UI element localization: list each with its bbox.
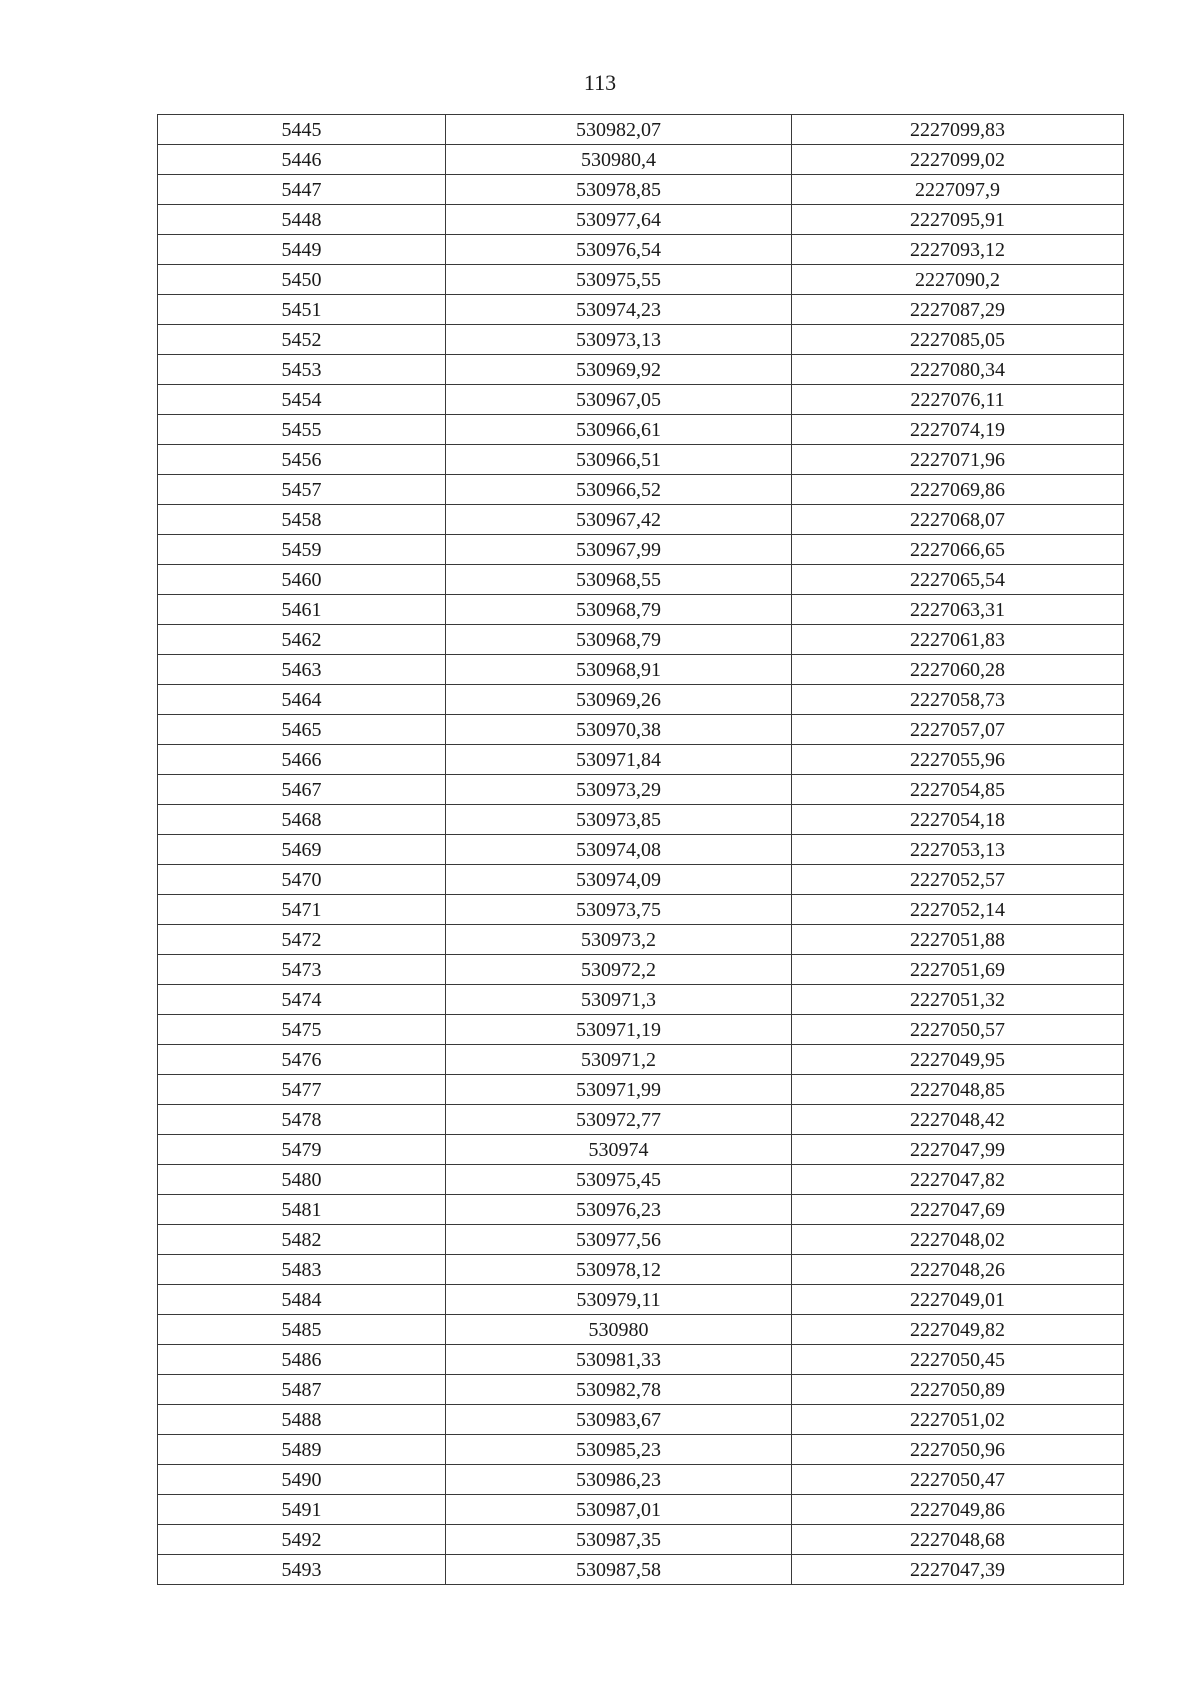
- point-number-cell: 5486: [158, 1345, 446, 1375]
- coordinates-table-body: [158, 115, 1124, 1585]
- x-coordinate-cell: 530968,79: [446, 595, 792, 625]
- x-coordinate-cell: 530968,79: [446, 625, 792, 655]
- table-row: [158, 445, 1124, 475]
- y-coordinate-cell: 2227052,14: [792, 895, 1124, 925]
- table-row: [158, 115, 1124, 145]
- y-coordinate-cell: 2227065,54: [792, 565, 1124, 595]
- table-row: [158, 1165, 1124, 1195]
- point-number-cell: 5481: [158, 1195, 446, 1225]
- y-coordinate-cell: 2227050,57: [792, 1015, 1124, 1045]
- point-number-cell: 5475: [158, 1015, 446, 1045]
- y-coordinate-cell: 2227050,47: [792, 1465, 1124, 1495]
- y-coordinate-cell: 2227048,85: [792, 1075, 1124, 1105]
- y-coordinate-cell: 2227049,95: [792, 1045, 1124, 1075]
- x-coordinate-cell: 530969,26: [446, 685, 792, 715]
- x-coordinate-cell: 530968,91: [446, 655, 792, 685]
- y-coordinate-cell: 2227054,85: [792, 775, 1124, 805]
- x-coordinate-cell: 530985,23: [446, 1435, 792, 1465]
- x-coordinate-cell: 530968,55: [446, 565, 792, 595]
- x-coordinate-cell: 530981,33: [446, 1345, 792, 1375]
- x-coordinate-cell: 530971,2: [446, 1045, 792, 1075]
- table-row: [158, 1555, 1124, 1585]
- y-coordinate-cell: 2227048,68: [792, 1525, 1124, 1555]
- table-row: [158, 1105, 1124, 1135]
- point-number-cell: 5457: [158, 475, 446, 505]
- table-row: [158, 1345, 1124, 1375]
- table-row: [158, 1405, 1124, 1435]
- table-row: [158, 1045, 1124, 1075]
- y-coordinate-cell: 2227061,83: [792, 625, 1124, 655]
- point-number-cell: 5447: [158, 175, 446, 205]
- table-row: [158, 835, 1124, 865]
- point-number-cell: 5493: [158, 1555, 446, 1585]
- x-coordinate-cell: 530973,75: [446, 895, 792, 925]
- table-row: [158, 595, 1124, 625]
- point-number-cell: 5477: [158, 1075, 446, 1105]
- point-number-cell: 5490: [158, 1465, 446, 1495]
- x-coordinate-cell: 530980: [446, 1315, 792, 1345]
- y-coordinate-cell: 2227099,83: [792, 115, 1124, 145]
- table-row: [158, 175, 1124, 205]
- point-number-cell: 5480: [158, 1165, 446, 1195]
- x-coordinate-cell: 530978,12: [446, 1255, 792, 1285]
- x-coordinate-cell: 530967,42: [446, 505, 792, 535]
- table-row: [158, 325, 1124, 355]
- x-coordinate-cell: 530986,23: [446, 1465, 792, 1495]
- table-row: [158, 1435, 1124, 1465]
- x-coordinate-cell: 530980,4: [446, 145, 792, 175]
- x-coordinate-cell: 530983,67: [446, 1405, 792, 1435]
- point-number-cell: 5473: [158, 955, 446, 985]
- x-coordinate-cell: 530974: [446, 1135, 792, 1165]
- x-coordinate-cell: 530975,45: [446, 1165, 792, 1195]
- x-coordinate-cell: 530982,07: [446, 115, 792, 145]
- table-row: [158, 1465, 1124, 1495]
- table-row: [158, 1075, 1124, 1105]
- x-coordinate-cell: 530970,38: [446, 715, 792, 745]
- y-coordinate-cell: 2227058,73: [792, 685, 1124, 715]
- y-coordinate-cell: 2227051,02: [792, 1405, 1124, 1435]
- table-row: [158, 355, 1124, 385]
- y-coordinate-cell: 2227047,82: [792, 1165, 1124, 1195]
- x-coordinate-cell: 530982,78: [446, 1375, 792, 1405]
- y-coordinate-cell: 2227053,13: [792, 835, 1124, 865]
- point-number-cell: 5483: [158, 1255, 446, 1285]
- point-number-cell: 5487: [158, 1375, 446, 1405]
- y-coordinate-cell: 2227047,99: [792, 1135, 1124, 1165]
- y-coordinate-cell: 2227087,29: [792, 295, 1124, 325]
- y-coordinate-cell: 2227052,57: [792, 865, 1124, 895]
- x-coordinate-cell: 530971,99: [446, 1075, 792, 1105]
- y-coordinate-cell: 2227093,12: [792, 235, 1124, 265]
- point-number-cell: 5474: [158, 985, 446, 1015]
- y-coordinate-cell: 2227080,34: [792, 355, 1124, 385]
- y-coordinate-cell: 2227051,32: [792, 985, 1124, 1015]
- page-number: 113: [583, 70, 617, 95]
- table-row: [158, 655, 1124, 685]
- table-row: [158, 715, 1124, 745]
- point-number-cell: 5448: [158, 205, 446, 235]
- table-row: [158, 205, 1124, 235]
- point-number-cell: 5478: [158, 1105, 446, 1135]
- point-number-cell: 5484: [158, 1285, 446, 1315]
- table-row: [158, 685, 1124, 715]
- point-number-cell: 5479: [158, 1135, 446, 1165]
- y-coordinate-cell: 2227050,96: [792, 1435, 1124, 1465]
- point-number-cell: 5492: [158, 1525, 446, 1555]
- x-coordinate-cell: 530976,23: [446, 1195, 792, 1225]
- point-number-cell: 5489: [158, 1435, 446, 1465]
- table-row: [158, 265, 1124, 295]
- x-coordinate-cell: 530967,05: [446, 385, 792, 415]
- x-coordinate-cell: 530973,85: [446, 805, 792, 835]
- table-row: [158, 895, 1124, 925]
- x-coordinate-cell: 530971,84: [446, 745, 792, 775]
- point-number-cell: 5452: [158, 325, 446, 355]
- x-coordinate-cell: 530971,19: [446, 1015, 792, 1045]
- table-row: [158, 535, 1124, 565]
- x-coordinate-cell: 530976,54: [446, 235, 792, 265]
- y-coordinate-cell: 2227048,26: [792, 1255, 1124, 1285]
- table-row: [158, 625, 1124, 655]
- y-coordinate-cell: 2227074,19: [792, 415, 1124, 445]
- x-coordinate-cell: 530972,77: [446, 1105, 792, 1135]
- y-coordinate-cell: 2227090,2: [792, 265, 1124, 295]
- y-coordinate-cell: 2227099,02: [792, 145, 1124, 175]
- y-coordinate-cell: 2227097,9: [792, 175, 1124, 205]
- point-number-cell: 5468: [158, 805, 446, 835]
- x-coordinate-cell: 530979,11: [446, 1285, 792, 1315]
- x-coordinate-cell: 530977,64: [446, 205, 792, 235]
- table-row: [158, 775, 1124, 805]
- x-coordinate-cell: 530967,99: [446, 535, 792, 565]
- y-coordinate-cell: 2227048,42: [792, 1105, 1124, 1135]
- point-number-cell: 5449: [158, 235, 446, 265]
- point-number-cell: 5476: [158, 1045, 446, 1075]
- x-coordinate-cell: 530977,56: [446, 1225, 792, 1255]
- point-number-cell: 5482: [158, 1225, 446, 1255]
- point-number-cell: 5465: [158, 715, 446, 745]
- y-coordinate-cell: 2227049,86: [792, 1495, 1124, 1525]
- y-coordinate-cell: 2227069,86: [792, 475, 1124, 505]
- table-row: [158, 1225, 1124, 1255]
- y-coordinate-cell: 2227047,39: [792, 1555, 1124, 1585]
- y-coordinate-cell: 2227054,18: [792, 805, 1124, 835]
- table-row: [158, 985, 1124, 1015]
- x-coordinate-cell: 530987,01: [446, 1495, 792, 1525]
- table-row: [158, 1375, 1124, 1405]
- point-number-cell: 5461: [158, 595, 446, 625]
- x-coordinate-cell: 530987,35: [446, 1525, 792, 1555]
- point-number-cell: 5455: [158, 415, 446, 445]
- x-coordinate-cell: 530974,09: [446, 865, 792, 895]
- y-coordinate-cell: 2227076,11: [792, 385, 1124, 415]
- x-coordinate-cell: 530975,55: [446, 265, 792, 295]
- table-row: [158, 1315, 1124, 1345]
- x-coordinate-cell: 530971,3: [446, 985, 792, 1015]
- x-coordinate-cell: 530978,85: [446, 175, 792, 205]
- point-number-cell: 5470: [158, 865, 446, 895]
- y-coordinate-cell: 2227060,28: [792, 655, 1124, 685]
- point-number-cell: 5446: [158, 145, 446, 175]
- point-number-cell: 5458: [158, 505, 446, 535]
- y-coordinate-cell: 2227050,45: [792, 1345, 1124, 1375]
- point-number-cell: 5469: [158, 835, 446, 865]
- x-coordinate-cell: 530973,29: [446, 775, 792, 805]
- point-number-cell: 5451: [158, 295, 446, 325]
- point-number-cell: 5459: [158, 535, 446, 565]
- point-number-cell: 5453: [158, 355, 446, 385]
- x-coordinate-cell: 530974,08: [446, 835, 792, 865]
- point-number-cell: 5472: [158, 925, 446, 955]
- y-coordinate-cell: 2227051,88: [792, 925, 1124, 955]
- x-coordinate-cell: 530966,52: [446, 475, 792, 505]
- table-row: [158, 955, 1124, 985]
- table-row: [158, 1135, 1124, 1165]
- table-row: [158, 145, 1124, 175]
- y-coordinate-cell: 2227049,82: [792, 1315, 1124, 1345]
- point-number-cell: 5485: [158, 1315, 446, 1345]
- table-row: [158, 805, 1124, 835]
- y-coordinate-cell: 2227048,02: [792, 1225, 1124, 1255]
- table-row: [158, 865, 1124, 895]
- point-number-cell: 5456: [158, 445, 446, 475]
- point-number-cell: 5445: [158, 115, 446, 145]
- table-row: [158, 235, 1124, 265]
- x-coordinate-cell: 530972,2: [446, 955, 792, 985]
- y-coordinate-cell: 2227051,69: [792, 955, 1124, 985]
- y-coordinate-cell: 2227068,07: [792, 505, 1124, 535]
- table-row: [158, 1255, 1124, 1285]
- point-number-cell: 5464: [158, 685, 446, 715]
- point-number-cell: 5467: [158, 775, 446, 805]
- table-row: [158, 1495, 1124, 1525]
- y-coordinate-cell: 2227050,89: [792, 1375, 1124, 1405]
- y-coordinate-cell: 2227085,05: [792, 325, 1124, 355]
- point-number-cell: 5488: [158, 1405, 446, 1435]
- table-row: [158, 925, 1124, 955]
- table-row: [158, 385, 1124, 415]
- table-row: [158, 295, 1124, 325]
- point-number-cell: 5454: [158, 385, 446, 415]
- y-coordinate-cell: 2227057,07: [792, 715, 1124, 745]
- x-coordinate-cell: 530973,2: [446, 925, 792, 955]
- x-coordinate-cell: 530973,13: [446, 325, 792, 355]
- point-number-cell: 5463: [158, 655, 446, 685]
- table-row: [158, 565, 1124, 595]
- y-coordinate-cell: 2227055,96: [792, 745, 1124, 775]
- y-coordinate-cell: 2227071,96: [792, 445, 1124, 475]
- table-row: [158, 1285, 1124, 1315]
- point-number-cell: 5462: [158, 625, 446, 655]
- x-coordinate-cell: 530966,61: [446, 415, 792, 445]
- y-coordinate-cell: 2227095,91: [792, 205, 1124, 235]
- x-coordinate-cell: 530974,23: [446, 295, 792, 325]
- table-row: [158, 745, 1124, 775]
- table-row: [158, 505, 1124, 535]
- point-number-cell: 5460: [158, 565, 446, 595]
- x-coordinate-cell: 530966,51: [446, 445, 792, 475]
- x-coordinate-cell: 530987,58: [446, 1555, 792, 1585]
- table-row: [158, 415, 1124, 445]
- y-coordinate-cell: 2227049,01: [792, 1285, 1124, 1315]
- table-row: [158, 1525, 1124, 1555]
- x-coordinate-cell: 530969,92: [446, 355, 792, 385]
- point-number-cell: 5471: [158, 895, 446, 925]
- point-number-cell: 5466: [158, 745, 446, 775]
- point-number-cell: 5491: [158, 1495, 446, 1525]
- y-coordinate-cell: 2227066,65: [792, 535, 1124, 565]
- table-row: [158, 475, 1124, 505]
- coordinates-table: [157, 114, 1124, 1585]
- point-number-cell: 5450: [158, 265, 446, 295]
- y-coordinate-cell: 2227047,69: [792, 1195, 1124, 1225]
- table-row: [158, 1015, 1124, 1045]
- table-row: [158, 1195, 1124, 1225]
- y-coordinate-cell: 2227063,31: [792, 595, 1124, 625]
